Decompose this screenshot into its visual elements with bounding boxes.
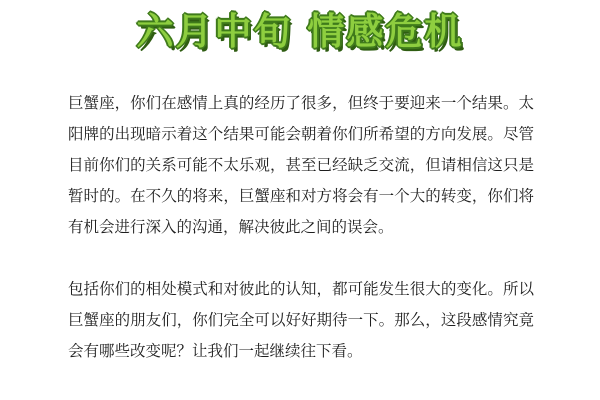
page-title: [0, 0, 600, 62]
article-body: [68, 88, 534, 367]
page-title-text: 六月中旬 情感危机: [136, 9, 464, 53]
paragraph-1: 巨蟹座，你们在感情上真的经历了很多，但终于要迎来一个结果。太阳牌的出现暗示着这个结果可能会朝着你们所希望的方向发展。尽管目前你们的关系可能不太乐观，甚至已经缺乏交流，但请相信这只是暂时的。在不久的将来，巨蟹座和对方将会有一个大的转变，你们将有机会进行深入的沟通，解决彼此之间的误会。: [68, 94, 534, 236]
paragraph-2: 包括你们的相处模式和对彼此的认知，都可能发生很大的变化。所以巨蟹座的朋友们，你们完全可以好好期待一下。那么，这段感情究竟会有哪些改变呢？让我们一起继续往下看。: [68, 280, 534, 360]
